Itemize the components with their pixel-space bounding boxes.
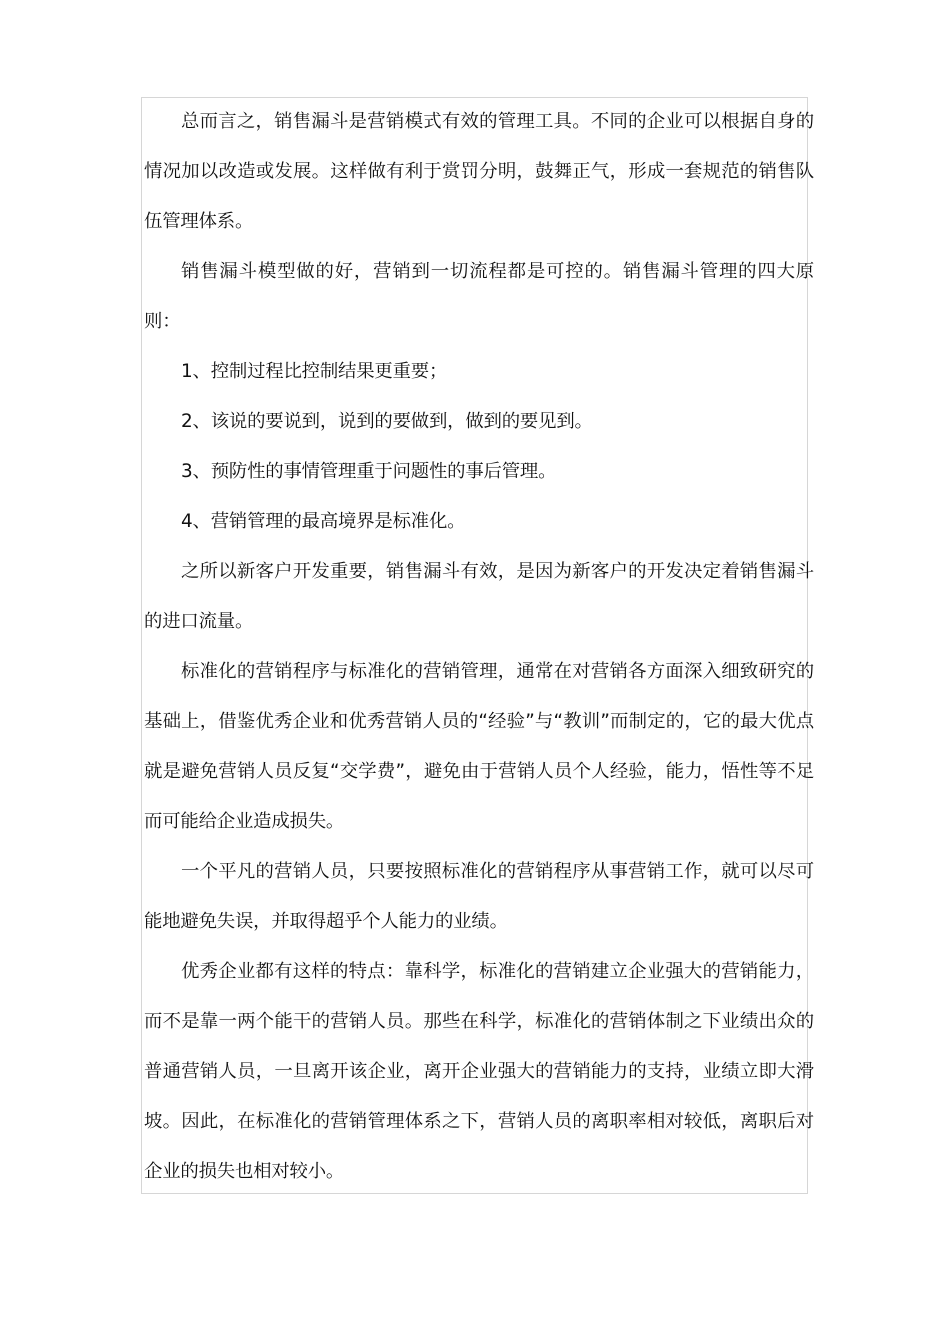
paragraph-ordinary-salesperson: 一个平凡的营销人员，只要按照标准化的营销程序从事营销工作，就可以尽可能地避免失误，并取得超乎个人能力的业绩。: [144, 861, 814, 932]
document-body: [144, 97, 814, 1197]
paragraph-standardization: 标准化的营销程序与标准化的营销管理，通常在对营销各方面深入细致研究的基础上，借鉴优秀企业和优秀营销人员的“经验”与“教训”而制定的，它的最大优点就是避免营销人员反复“交学费”，避免由于营销人员个人经验，能力，悟性等不足而可能给企业造成损失。: [144, 661, 814, 832]
paragraph-funnel-principles-intro: 销售漏斗模型做的好，营销到一切流程都是可控的。销售漏斗管理的四大原则：: [144, 261, 814, 332]
list-item-principle-3: 3、预防性的事情管理重于问题性的事后管理。: [181, 461, 557, 482]
list-item-principle-1: 1、控制过程比控制结果更重要；: [181, 361, 448, 382]
list-item-principle-2: 2、该说的要说到，说到的要做到，做到的要见到。: [181, 411, 593, 432]
paragraph-new-customers: 之所以新客户开发重要，销售漏斗有效，是因为新客户的开发决定着销售漏斗的进口流量。: [144, 561, 814, 632]
paragraph-excellent-enterprises: 优秀企业都有这样的特点：靠科学，标准化的营销建立企业强大的营销能力，而不是靠一两个能干的营销人员。那些在科学，标准化的营销体制之下业绩出众的普通营销人员，一旦离开该企业，离开企业强大的营销能力的支持，业绩立即大滑坡。因此，在标准化的营销管理体系之下，营销人员的离职率相对较低，离职后对企业的损失也相对较小。: [144, 961, 814, 1182]
paragraph-summary: 总而言之，销售漏斗是营销模式有效的管理工具。不同的企业可以根据自身的情况加以改造或发展。这样做有利于赏罚分明，鼓舞正气，形成一套规范的销售队伍管理体系。: [144, 111, 814, 232]
list-item-principle-4: 4、营销管理的最高境界是标准化。: [181, 511, 466, 532]
